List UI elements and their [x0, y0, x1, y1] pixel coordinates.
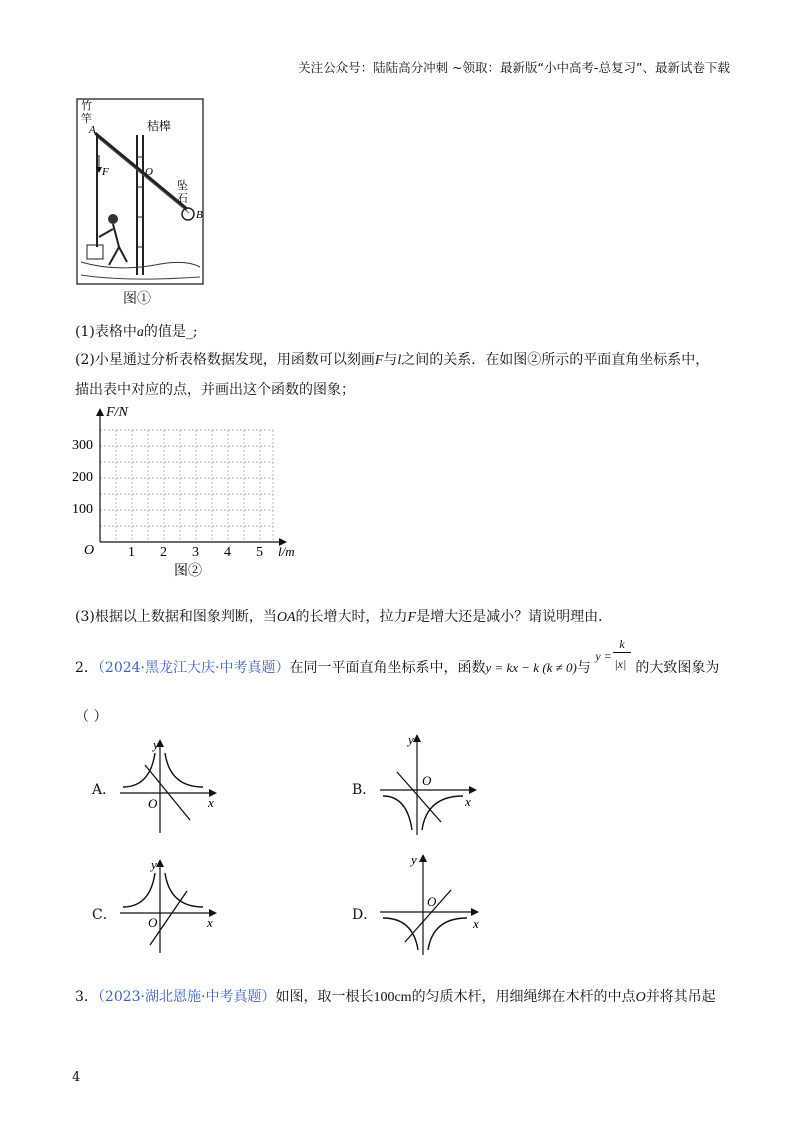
question-2-line-1: (2)小星通过分析表格数据发现，用函数可以刻画F与l之间的关系．在如图②所示的平面直角坐标系中， [75, 352, 710, 368]
well-sweep-illustration [75, 97, 205, 287]
origin-label: O [84, 543, 95, 558]
svg-text:x: x [208, 795, 214, 810]
y-tick-300: 300 [72, 438, 93, 453]
y-axis-label: F/N [106, 405, 128, 420]
fig1-label-bamboo: 竹 [81, 100, 92, 112]
x-arrow-icon [471, 908, 479, 916]
fig1-label-B: B [196, 209, 203, 221]
fig1-label-jiegao: 桔槔 [147, 119, 172, 133]
x-tick-4: 4 [224, 545, 231, 560]
fig1-label-stone: 坠 [177, 180, 188, 192]
svg-text:石: 石 [177, 193, 188, 205]
fig1-label-A: A [89, 124, 96, 136]
svg-text:O: O [148, 796, 158, 811]
fig1-label-F: F [102, 166, 109, 178]
x-tick-5: 5 [256, 545, 263, 560]
figure-2 [68, 400, 318, 584]
y-arrow-icon [156, 859, 164, 867]
formula-2: y = k |x| [595, 652, 635, 672]
x-arrow-icon [469, 786, 477, 794]
figure-1 [75, 97, 205, 287]
problem-3-stem: 3．（2023·湖北恩施·中考真题）如图，取一根长100cm的匀质木杆，用细绳绑在木杆的中点O并将其吊起 [75, 989, 716, 1005]
fig1-label-O: O [145, 166, 153, 178]
svg-text:竿: 竿 [81, 113, 92, 125]
formula-1: y = kx − k (k ≠ 0) [485, 660, 577, 675]
y-arrow-icon [413, 734, 421, 742]
question-3: (3)根据以上数据和图象判断，当OA的长增大时，拉力F是增大还是减小？请说明理由． [75, 609, 613, 625]
svg-text:O: O [422, 773, 432, 788]
answer-paren: （ ） [75, 709, 108, 725]
svg-text:O: O [427, 894, 437, 909]
x-axis-label: l/m [278, 544, 295, 559]
question-2-line-2: 描出表中对应的点，并画出这个函数的图象； [75, 382, 355, 398]
y-arrow-icon [419, 854, 427, 862]
coordinate-grid [68, 400, 318, 580]
svg-text:O: O [148, 915, 158, 930]
y-tick-200: 200 [72, 470, 93, 485]
x-tick-1: 1 [128, 545, 135, 560]
x-tick-3: 3 [192, 545, 199, 560]
svg-text:x: x [473, 916, 479, 931]
option-d-label[interactable]: D． [352, 907, 378, 923]
svg-text:y: y [151, 857, 157, 872]
figure-1-caption: 图① [123, 291, 151, 307]
option-c-graph[interactable] [115, 855, 225, 959]
svg-text:x: x [207, 915, 213, 930]
page-number: 4 [72, 1070, 81, 1085]
grid-lines [100, 430, 273, 542]
y-axis-arrow-icon [96, 408, 104, 416]
question-1: (1)表格中a的值是_; [75, 324, 198, 340]
x-tick-2: 2 [160, 545, 167, 560]
option-a-label[interactable]: A． [92, 782, 117, 798]
svg-text:y: y [408, 732, 414, 747]
option-c-label[interactable]: C． [92, 907, 117, 923]
page-header: 关注公众号：陆陆高分冲刺 ~领取：最新版“小中高考-总复习”、最新试卷下载 [298, 60, 730, 75]
svg-text:y: y [411, 852, 417, 867]
svg-text:y: y [153, 737, 159, 752]
problem-2-source: （2024·黑龙江大庆·中考真题） [97, 660, 290, 676]
svg-text:x: x [465, 794, 471, 809]
problem-2-stem: 2．（2024·黑龙江大庆·中考真题）在同一平面直角坐标系中，函数y = kx − k (k ≠ 0)与 y = k |x| 的大致图象为 [75, 637, 720, 676]
option-d-graph[interactable] [375, 850, 490, 964]
y-tick-100: 100 [72, 502, 93, 517]
option-a-graph[interactable] [115, 735, 225, 839]
problem-3-source: （2023·湖北恩施·中考真题） [97, 989, 276, 1005]
option-b-graph[interactable] [375, 730, 485, 844]
option-b-label[interactable]: B． [352, 782, 377, 798]
figure-2-caption: 图② [174, 564, 202, 579]
